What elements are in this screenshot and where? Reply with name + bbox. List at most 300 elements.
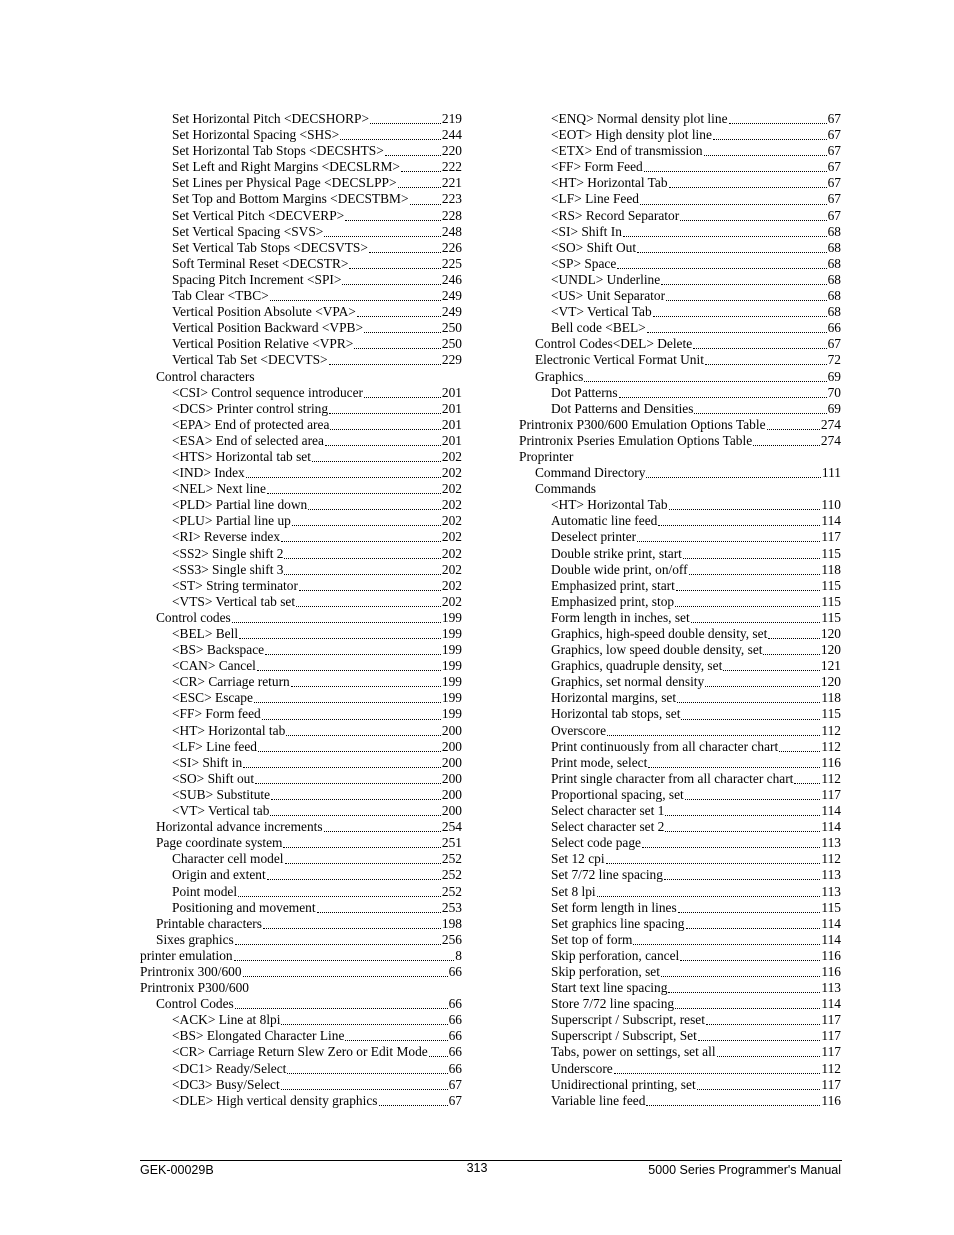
dot-leader	[623, 235, 827, 237]
index-entry-text: Tabs, power on settings, set all	[551, 1044, 716, 1060]
index-entry-text: Print single character from all character chart	[551, 770, 794, 786]
dot-leader	[794, 782, 820, 784]
dot-leader	[723, 669, 820, 671]
dot-leader	[401, 170, 441, 172]
index-entry-page: 112	[821, 1060, 841, 1076]
index-entry	[519, 787, 841, 803]
dot-leader	[324, 235, 441, 237]
index-entry-page: 69	[827, 400, 841, 416]
index-entry-text: Set Vertical Tab Stops <DECSVTS>	[172, 239, 368, 255]
index-entry	[140, 529, 462, 545]
index-entry-text: <EOT> High density plot line	[551, 127, 712, 143]
index-entry-page: 116	[821, 1092, 841, 1108]
dot-leader	[619, 396, 827, 398]
dot-leader	[779, 750, 820, 752]
dot-leader	[705, 363, 827, 365]
index-entry	[519, 385, 841, 401]
index-entry-text: <BS> Backspace	[172, 642, 265, 658]
index-entry	[140, 803, 462, 819]
index-entry-text: Printable characters	[156, 915, 262, 931]
index-entry	[519, 626, 841, 642]
index-entry-page: 115	[821, 593, 841, 609]
dot-leader	[683, 557, 821, 559]
index-entry-text: Set 7/72 line spacing	[551, 867, 663, 883]
index-entry-page: 198	[441, 915, 462, 931]
index-entry-text: Dot Patterns and Densities	[551, 400, 694, 416]
index-entry-page: 120	[820, 626, 841, 641]
index-entry-page: 120	[820, 674, 841, 690]
index-entry	[140, 433, 462, 449]
index-entry-text: Set Left and Right Margins <DECSLRM>	[172, 159, 400, 175]
index-entry-text: <HT> Horizontal Tab	[551, 497, 668, 513]
index-entry-text: Overscore	[551, 722, 607, 738]
index-entry-text: Skip perforation, set	[551, 963, 660, 979]
index-entry-text: <RS> Record Separator	[551, 207, 680, 223]
index-entry-page: 220	[441, 143, 462, 159]
footer-doc-id: GEK-00029B	[140, 1163, 214, 1177]
dot-leader	[254, 701, 441, 703]
index-column-right	[519, 111, 841, 1109]
dot-leader	[258, 750, 441, 752]
dot-leader	[364, 331, 441, 333]
index-entry	[140, 1061, 462, 1077]
index-entry	[140, 1012, 462, 1028]
footer-divider	[140, 1160, 842, 1161]
dot-leader	[637, 540, 820, 542]
index-entry-text: Horizontal advance increments	[156, 819, 323, 835]
dot-leader	[664, 878, 820, 880]
index-entry	[140, 304, 462, 320]
index-entry-text: Superscript / Subscript, reset	[551, 1012, 705, 1028]
index-entry	[519, 578, 841, 594]
index-entry-text: Set Vertical Spacing <SVS>	[172, 223, 324, 239]
index-entry-text: Printronix P300/600 Emulation Options Table	[519, 416, 766, 432]
index-entry-text: <SO> Shift out	[172, 770, 255, 786]
index-entry-text: Set form length in lines	[551, 899, 677, 915]
index-entry	[519, 594, 841, 610]
index-entry-page: 72	[827, 352, 841, 368]
index-entry-text: Vertical Tab Set <DECVTS>	[172, 352, 328, 368]
dot-leader	[706, 1023, 820, 1025]
index-entry-page: 114	[821, 513, 841, 529]
dot-leader	[606, 862, 821, 864]
index-entry-text: Sixes graphics	[156, 931, 234, 947]
index-entry-text: Set Lines per Physical Page <DECSLPP>	[172, 175, 397, 191]
index-entry	[519, 256, 841, 272]
index-entry	[519, 867, 841, 883]
index-entry-page: 256	[441, 931, 462, 947]
index-entry	[140, 964, 462, 980]
index-entry-page: 114	[821, 996, 841, 1012]
index-entry	[519, 723, 841, 739]
index-entry-text: Print continuously from all character chart	[551, 738, 779, 754]
index-entry	[140, 900, 462, 916]
index-entry-page: 67	[827, 207, 841, 223]
index-entry	[140, 320, 462, 336]
index-entry-page: 201	[441, 400, 462, 416]
index-entry-page: 202	[441, 481, 462, 497]
index-entry	[140, 449, 462, 465]
dot-leader	[370, 122, 441, 124]
index-entry-page: 219	[441, 111, 462, 126]
index-entry-text: Printronix 300/600	[140, 963, 242, 979]
index-entry-page: 114	[821, 931, 841, 947]
index-entry-text: <ACK> Line at 8lpi	[172, 1012, 281, 1028]
index-entry-text: <PLU> Partial line up	[172, 513, 291, 529]
dot-leader	[291, 685, 441, 687]
index-entry	[140, 706, 462, 722]
index-entry-page: 116	[821, 754, 841, 770]
dot-leader	[340, 138, 441, 140]
index-entry-page: 117	[821, 1012, 841, 1028]
index-entry-text: <HT> Horizontal tab	[172, 722, 286, 738]
index-entry-text: Set Vertical Pitch <DECVERP>	[172, 207, 345, 223]
dot-leader	[325, 444, 441, 446]
index-entry-text: Set top of form	[551, 931, 633, 947]
index-entry-page: 67	[827, 336, 841, 352]
dot-leader	[281, 1088, 448, 1090]
index-entry-text: Graphics, quadruple density, set	[551, 658, 723, 674]
index-entry-text: Electronic Vertical Format Unit	[535, 352, 704, 368]
dot-leader	[697, 1088, 821, 1090]
index-entry	[140, 819, 462, 835]
index-entry-text: <ESA> End of selected area	[172, 432, 324, 448]
dot-leader	[668, 991, 820, 993]
dot-leader	[270, 299, 441, 301]
dot-leader	[704, 154, 827, 156]
dot-leader	[648, 766, 820, 768]
index-entry-text: <ST> String terminator	[172, 577, 298, 593]
index-entry-text: <HT> Horizontal Tab	[551, 175, 668, 191]
dot-leader	[286, 734, 441, 736]
dot-leader	[296, 605, 441, 607]
index-entry	[519, 433, 841, 449]
index-entry	[140, 1077, 462, 1093]
index-entry-page: 201	[441, 432, 462, 448]
index-entry	[519, 1044, 841, 1060]
index-entry-text: Origin and extent	[172, 867, 266, 883]
index-entry-page: 66	[448, 1044, 462, 1060]
index-entry	[519, 497, 841, 513]
index-entry-page: 202	[441, 545, 462, 561]
index-entry-page: 199	[441, 674, 462, 690]
dot-leader	[681, 718, 820, 720]
index-entry-page: 121	[820, 658, 841, 674]
index-entry	[519, 755, 841, 771]
index-entry-page: 221	[441, 175, 462, 191]
index-entry-text: Emphasized print, start	[551, 577, 675, 593]
index-entry-page: 111	[821, 465, 841, 481]
index-entry-page: 67	[827, 127, 841, 143]
dot-leader	[614, 1072, 821, 1074]
index-entry	[140, 723, 462, 739]
index-entry	[140, 674, 462, 690]
index-entry	[519, 208, 841, 224]
index-entry-page: 202	[441, 561, 462, 577]
dot-leader	[767, 428, 820, 430]
dot-leader	[308, 508, 441, 510]
index-entry	[140, 884, 462, 900]
index-entry	[519, 658, 841, 674]
dot-leader	[345, 1039, 447, 1041]
index-entry-text: Bell code <BEL>	[551, 320, 646, 336]
dot-leader	[238, 895, 441, 897]
index-entry-page: 115	[821, 706, 841, 722]
index-entry	[140, 159, 462, 175]
index-entry-text: <ETX> End of transmission	[551, 143, 703, 159]
dot-leader	[385, 154, 441, 156]
dot-leader	[693, 347, 826, 349]
index-entry	[140, 835, 462, 851]
index-entry-text: <FF> Form feed	[172, 706, 261, 722]
index-entry-page: 254	[441, 819, 462, 835]
index-entry-text: Form length in inches, set	[551, 609, 690, 625]
dot-leader	[284, 557, 440, 559]
index-entry-text: Skip perforation, cancel	[551, 947, 680, 963]
dot-leader	[640, 203, 827, 205]
index-entry	[519, 835, 841, 851]
dot-leader	[267, 878, 441, 880]
index-entry-page: 66	[448, 1012, 462, 1028]
index-entry	[140, 465, 462, 481]
index-entry	[140, 175, 462, 191]
dot-leader	[287, 1072, 447, 1074]
index-entry-page: 244	[441, 127, 462, 143]
index-entry-text: Printronix Pseries Emulation Options Table	[519, 432, 753, 448]
index-entry-page: 200	[441, 786, 462, 802]
index-entry-page: 113	[821, 883, 841, 899]
index-entry-page: 253	[441, 899, 462, 915]
index-entry-text: <CAN> Cancel	[172, 658, 256, 674]
index-entry	[140, 417, 462, 433]
dot-leader	[292, 524, 441, 526]
dot-leader	[317, 911, 441, 913]
index-entry-text: <HTS> Horizontal tab set	[172, 448, 311, 464]
index-entry	[519, 1077, 841, 1093]
index-entry-text: Set Horizontal Pitch <DECSHORP>	[172, 111, 369, 126]
index-entry	[519, 1061, 841, 1077]
index-entry	[519, 1028, 841, 1044]
dot-leader	[666, 299, 827, 301]
index-entry-page: 67	[448, 1092, 462, 1108]
index-entry	[519, 240, 841, 256]
index-entry-text: <DLE> High vertical density graphics	[172, 1092, 378, 1108]
index-entry-text: <LF> Line Feed	[551, 191, 639, 207]
dot-leader	[255, 782, 441, 784]
index-entry	[140, 1044, 462, 1060]
index-entry	[519, 336, 841, 352]
index-entry-page: 202	[441, 497, 462, 513]
index-entry-text: <SS2> Single shift 2	[172, 545, 284, 561]
dot-leader	[284, 573, 440, 575]
dot-leader	[243, 975, 448, 977]
dot-leader	[644, 170, 827, 172]
index-entry	[519, 304, 841, 320]
index-entry	[519, 159, 841, 175]
dot-leader	[646, 1104, 820, 1106]
index-entry-page: 274	[820, 432, 841, 448]
index-entry-text: <LF> Line feed	[172, 738, 258, 754]
index-entry-text: Page coordinate system	[156, 835, 283, 851]
index-entry	[519, 690, 841, 706]
index-entry-text: <SI> Shift in	[172, 754, 243, 770]
index-entry	[519, 803, 841, 819]
index-entry-page: 202	[441, 513, 462, 529]
index-entry	[519, 224, 841, 240]
dot-leader	[680, 959, 820, 961]
index-entry-text: Select character set 1	[551, 803, 665, 819]
dot-leader	[369, 251, 441, 253]
index-entry	[519, 272, 841, 288]
dot-leader	[329, 363, 441, 365]
dot-leader	[705, 685, 820, 687]
index-entry-page: 113	[821, 835, 841, 851]
index-entry-text: Double strike print, start	[551, 545, 682, 561]
index-entry	[140, 642, 462, 658]
index-entry-text: Soft Terminal Reset <DECSTR>	[172, 255, 349, 271]
index-entry-page: 110	[821, 497, 841, 513]
index-entry-text: <VT> Vertical tab	[172, 803, 270, 819]
index-entry-text: Character cell model	[172, 851, 284, 867]
dot-leader	[675, 605, 820, 607]
index-entry	[519, 674, 841, 690]
index-entry-page: 114	[821, 819, 841, 835]
index-entry-text: Set 12 cpi	[551, 851, 605, 867]
index-entry-text: Vertical Position Backward <VPB>	[172, 320, 364, 336]
dot-leader	[653, 315, 827, 317]
index-entry-page: 115	[821, 577, 841, 593]
index-entry-page: 228	[441, 207, 462, 223]
index-entry-text: <CR> Carriage Return Slew Zero or Edit Mode	[172, 1044, 428, 1060]
index-entry	[140, 352, 462, 368]
dot-leader	[410, 203, 441, 205]
index-entry	[140, 513, 462, 529]
index-entry	[140, 191, 462, 207]
index-entry-text: Select character set 2	[551, 819, 665, 835]
index-entry-page: 202	[441, 465, 462, 481]
index-entry-text: <RI> Reverse index	[172, 529, 281, 545]
dot-leader	[717, 1055, 821, 1057]
index-entry-text: Set graphics line spacing	[551, 915, 685, 931]
index-entry-text: Automatic line feed	[551, 513, 658, 529]
index-entry-page: 67	[827, 111, 841, 126]
dot-leader	[234, 959, 455, 961]
index-entry-text: Vertical Position Relative <VPR>	[172, 336, 354, 352]
index-entry	[519, 111, 841, 127]
index-entry	[140, 851, 462, 867]
index-entry-text: Control codes	[156, 609, 231, 625]
index-entry	[140, 948, 462, 964]
index-entry-page: 68	[827, 223, 841, 239]
index-entry-page: 114	[821, 915, 841, 931]
index-entry-text: <DCS> Printer control string	[172, 400, 329, 416]
index-entry-text: <PLD> Partial line down	[172, 497, 308, 513]
index-entry-text: <VTS> Vertical tab set	[172, 593, 296, 609]
index-entry	[519, 980, 841, 996]
index-entry-page: 114	[821, 803, 841, 819]
index-entry	[519, 739, 841, 755]
dot-leader	[689, 573, 821, 575]
index-entry	[519, 771, 841, 787]
index-entry-page: 67	[448, 1076, 462, 1092]
index-entry	[519, 996, 841, 1012]
index-entry-text: Positioning and movement	[172, 899, 316, 915]
index-entry-text: Start text line spacing	[551, 980, 668, 996]
index-entry	[140, 996, 462, 1012]
dot-leader	[349, 267, 440, 269]
index-entry-page: 120	[820, 642, 841, 658]
index-entry-text: <IND> Index	[172, 465, 245, 481]
index-entry-page: 222	[441, 159, 462, 175]
index-entry	[140, 288, 462, 304]
index-entry	[140, 787, 462, 803]
index-entry-page: 226	[441, 239, 462, 255]
index-entry-page: 116	[821, 963, 841, 979]
dot-leader	[354, 347, 441, 349]
index-entry-page: 118	[821, 561, 841, 577]
index-entry-page: 199	[441, 626, 462, 641]
dot-leader	[270, 814, 441, 816]
index-entry	[519, 191, 841, 207]
index-entry-text: Vertical Position Absolute <VPA>	[172, 304, 356, 320]
index-entry-text: Proprinter	[519, 448, 574, 464]
index-entry-page: 249	[441, 288, 462, 304]
index-entry	[519, 1012, 841, 1028]
index-entry-page: 112	[821, 738, 841, 754]
dot-leader	[364, 396, 441, 398]
index-entry-page: 200	[441, 803, 462, 819]
index-entry-page: 8	[455, 947, 462, 963]
index-entry	[140, 143, 462, 159]
index-entry-page: 200	[441, 722, 462, 738]
index-entry-page: 199	[441, 690, 462, 706]
index-entry-page: 115	[821, 609, 841, 625]
index-entry-text: <SI> Shift In	[551, 223, 622, 239]
dot-leader	[329, 412, 441, 414]
index-entry-page: 202	[441, 529, 462, 545]
dot-leader	[669, 186, 827, 188]
index-entry	[140, 127, 462, 143]
index-entry-text: Underscore	[551, 1060, 613, 1076]
dot-leader	[263, 927, 441, 929]
index-entry	[140, 578, 462, 594]
dot-leader	[267, 492, 441, 494]
index-entry-text: Graphics	[535, 368, 584, 384]
dot-leader	[686, 927, 821, 929]
dot-leader	[281, 1023, 447, 1025]
index-entry	[519, 610, 841, 626]
index-entry	[140, 1093, 462, 1109]
index-entry-text: Commands	[535, 481, 597, 497]
dot-leader	[271, 798, 441, 800]
footer-manual-title: 5000 Series Programmer's Manual	[648, 1163, 841, 1177]
index-entry-page: 68	[827, 239, 841, 255]
index-entry	[519, 932, 841, 948]
index-entry	[519, 175, 841, 191]
dot-leader	[633, 943, 820, 945]
index-entry	[140, 867, 462, 883]
index-entry-text: Set Horizontal Tab Stops <DECSHTS>	[172, 143, 384, 159]
index-entry	[519, 320, 841, 336]
index-entry-page: 199	[441, 642, 462, 658]
index-entry	[140, 208, 462, 224]
index-entry-text: Control Codes<DEL> Delete	[535, 336, 693, 352]
dot-leader	[243, 766, 441, 768]
index-entry-page: 112	[821, 770, 841, 786]
index-entry	[140, 658, 462, 674]
index-entry-page: 115	[821, 899, 841, 915]
index-entry-page: 69	[827, 368, 841, 384]
